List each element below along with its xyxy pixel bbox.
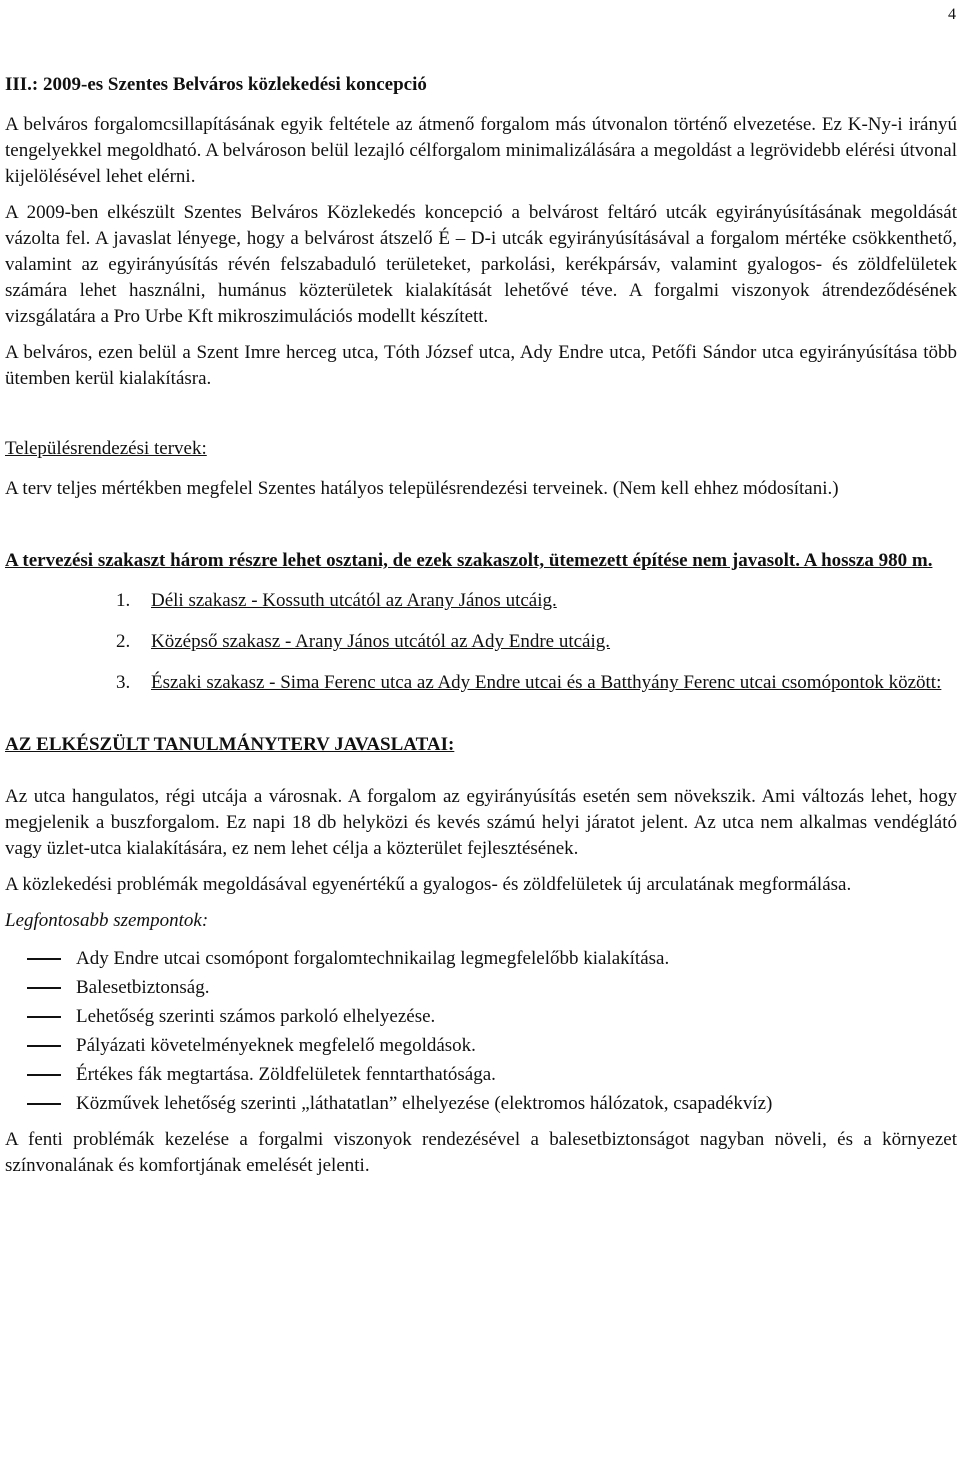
phases-list [5,588,957,696]
dash-bullet-icon [27,1103,61,1105]
intro-paragraph: A belváros forgalomcsillapításának egyik feltétele az átmenő forgalom más útvonalon történő elvezetése. Ez K-Ny-i irányú tengelyekkel megoldható. A belvároson belül lezajló célforgalom minimalizálására a megoldást a legrövidebb elérési útvonal kijelölésével lehet elérni. [5,114,957,187]
list-text: Értékes fák megtartása. Zöldfelületek fenntarthatósága. [76,1064,496,1085]
list-text: Közművek lehetőség szerinti „láthatatlan” elhelyezése (elektromos hálózatok, csapadékvíz) [76,1093,773,1114]
section-title: III.: 2009-es Szentes Belváros közlekedési koncepció [5,74,427,95]
dash-bullet-icon [27,958,61,960]
list-item [5,975,957,1001]
list-number: 3. [116,672,131,693]
document-body [5,72,957,1179]
list-text: Balesetbiztonság. [76,977,210,998]
dash-bullet-icon [27,1074,61,1076]
dash-bullet-icon [27,1045,61,1047]
list-item [5,670,957,696]
closing-paragraph: A fenti problémák kezelése a forgalmi viszonyok rendezésével a balesetbiztonságot nagyban növeli, és a környezet színvonalának és komfortjának emelését jelenti. [5,1129,957,1176]
list-item [5,588,957,614]
list-item [5,1033,957,1059]
key-points-list [5,946,957,1117]
list-text: Lehetőség szerinti számos parkoló elhelyezése. [76,1006,436,1027]
phases-heading: A tervezési szakaszt három részre lehet osztani, de ezek szakaszolt, ütemezett építése nem javasolt. A hossza 980 m. [5,550,933,571]
list-text: Pályázati követelményeknek megfelelő megoldások. [76,1035,476,1056]
list-text: Déli szakasz - Kossuth utcától az Arany János utcáig. [151,590,557,611]
proposals-paragraph-1: Az utca hangulatos, régi utcája a városnak. A forgalom az egyirányúsítás esetén sem növekszik. Ami változás lehet, hogy megjelenik a buszforgalom. Ez napi 18 db helyközi és kevés számú helyi járatot jelent. Az utca nem alkalmas vendéglátó vagy üzlet-utca kialakítására, ez nem lehet célja a közterület fejlesztésének. [5,786,957,859]
list-text: Középső szakasz - Arany János utcától az Ady Endre utcáig. [151,631,611,652]
dash-bullet-icon [27,987,61,989]
list-item [5,1062,957,1088]
concept-paragraph: A 2009-ben elkészült Szentes Belváros Közlekedés koncepció a belvárost feltáró utcák egyirányúsításának megoldását vázolta fel. A javaslat lényege, hogy a belvárost átszelő É – D-i utcák egyirányúsításával a forgalom mértéke csökkenthető, valamint az egyirányúsítás révén felszabaduló területeket, parkolási, kerékpársáv, valamint gyalogos- és zöldfelületek számára lehet használni, humánus közterületek kialakítását lehetővé téve. A forgalmi viszonyok átrendeződésének vizsgálatára a Pro Urbe Kft mikroszimulációs modellt készített. [5,202,957,327]
proposals-paragraph-2: A közlekedési problémák megoldásával egyenértékű a gyalogos- és zöldfelületek új arculatának megformálása. [5,874,852,895]
list-item [5,946,957,972]
list-text: Ady Endre utcai csomópont forgalomtechnikailag legmegfelelőbb kialakítása. [76,948,670,969]
list-item [5,1004,957,1030]
list-number: 1. [116,590,131,611]
list-item [5,1091,957,1117]
proposals-heading: AZ ELKÉSZÜLT TANULMÁNYTERV JAVASLATAI: [5,734,455,755]
planning-heading: Településrendezési tervek: [5,438,207,459]
list-number: 2. [116,631,131,652]
streets-paragraph: A belváros, ezen belül a Szent Imre herceg utca, Tóth József utca, Ady Endre utca, Petőfi Sándor utca egyirányúsítása több ütemben kerül kialakításra. [5,342,957,389]
planning-paragraph: A terv teljes mértékben megfelel Szentes hatályos településrendezési terveinek. (Nem kell ehhez módosítani.) [5,478,839,499]
page-number: 4 [948,6,956,23]
key-points-label: Legfontosabb szempontok: [5,910,209,931]
dash-bullet-icon [27,1016,61,1018]
list-item [5,629,957,655]
list-text: Északi szakasz - Sima Ferenc utca az Ady Endre utcai és a Batthyány Ferenc utcai csomópontok között: [151,672,942,693]
